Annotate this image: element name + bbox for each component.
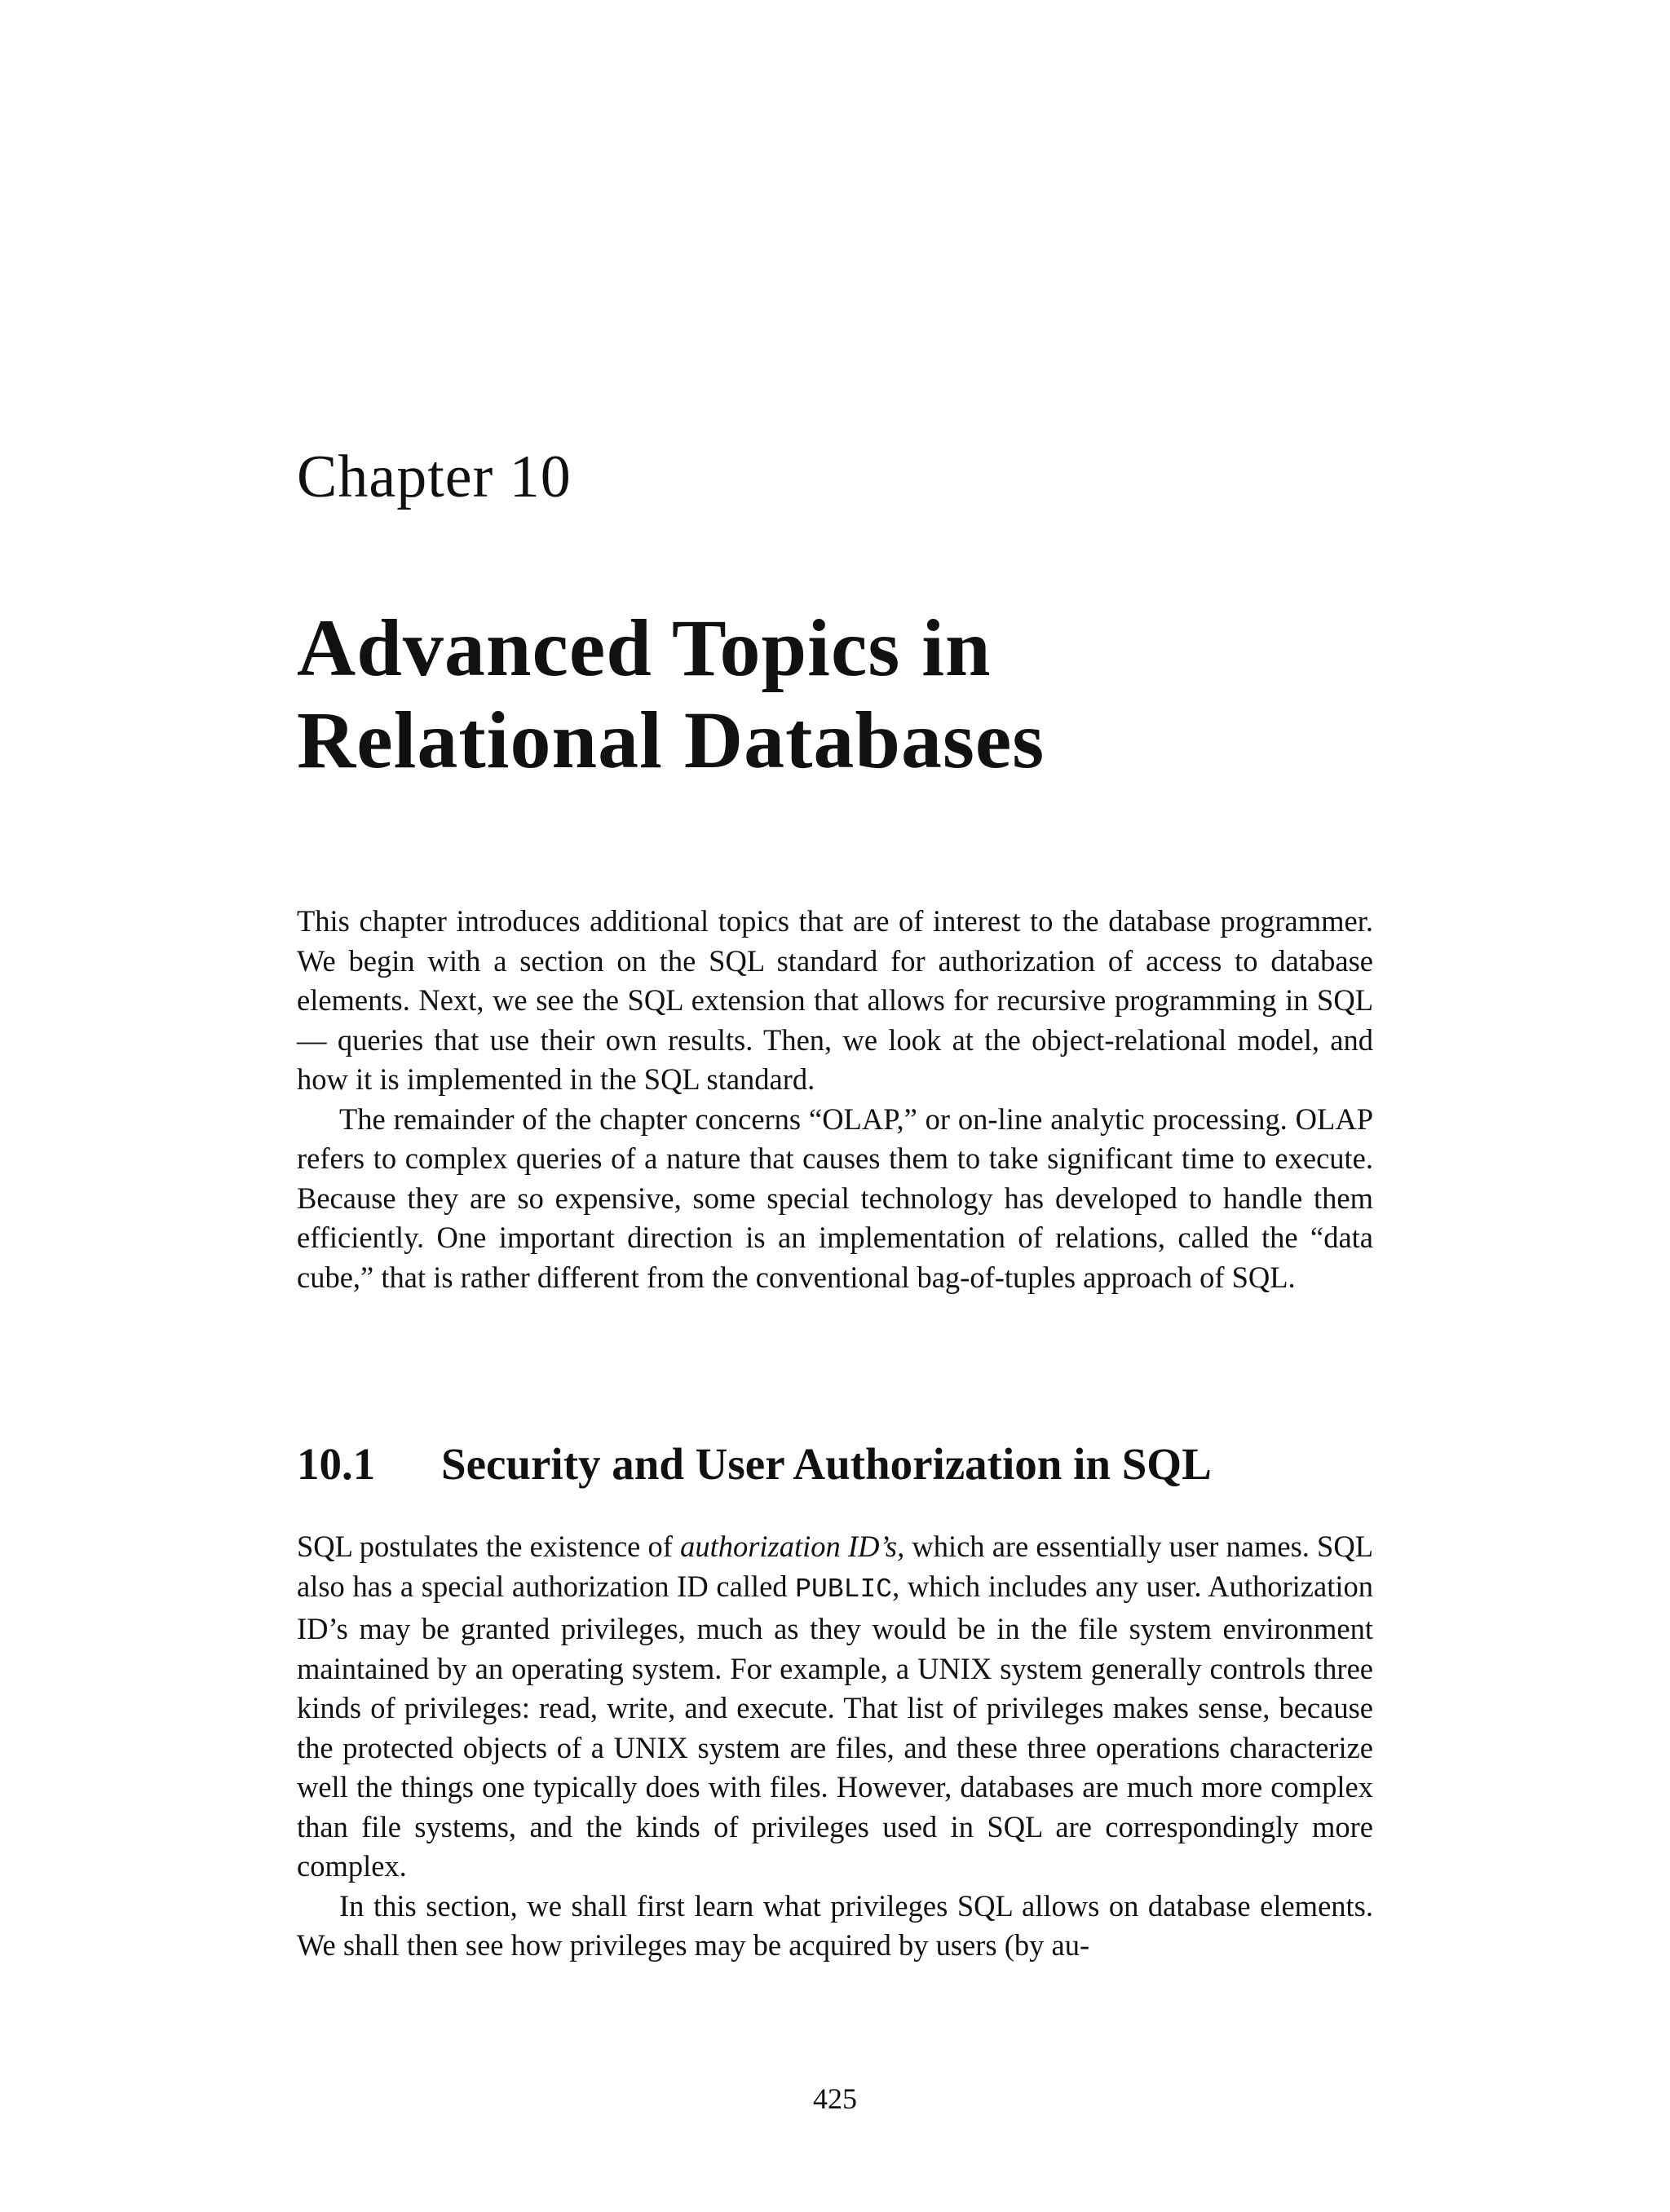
section-heading <box>297 1439 1373 1489</box>
chapter-label: Chapter 10 <box>297 444 572 510</box>
chapter-introduction <box>297 902 1373 1297</box>
authorization-ids-term: authorization ID’s, <box>680 1530 905 1563</box>
intro-paragraph-1: This chapter introduces additional topics that are of interest to the database programmer. We begin with a section on the SQL standard for authorization of access to database elements. Next, we see the SQL extension that allows for recursive programming in SQL — queries that use their own results. Then, we look at the object-relational model, and how it is implemented in the SQL standard. <box>297 904 1373 1096</box>
intro-paragraph-2: The remainder of the chapter concerns “OLAP,” or on-line analytic processing. OLAP refers to complex queries of a nature that causes them to take significant time to execute. Because they are so expensive, some special technology has developed to handle them efficiently. One important direction is an implementation of relations, called the “data cube,” that is rather different from the conventional bag-of-tuples approach of SQL. <box>297 1102 1373 1294</box>
section-title: Security and User Authorization in SQL <box>441 1439 1212 1489</box>
chapter-title <box>297 602 1438 786</box>
section-number: 10.1 <box>297 1439 376 1489</box>
section-p1-text-b: which are essentially user names. SQL also has a special authorization ID called <box>297 1530 1374 1603</box>
section-body <box>297 1527 1373 1966</box>
chapter-title-line-1: Advanced Topics in <box>297 603 992 693</box>
section-p1-text-a: SQL postulates the existence of <box>297 1530 681 1563</box>
section-paragraph-1 <box>297 1527 1373 1887</box>
chapter-title-line-2: Relational Databases <box>297 695 1045 785</box>
public-keyword: PUBLIC <box>795 1574 893 1605</box>
section-paragraph-2: In this section, we shall first learn what privileges SQL allows on database elements. We shall then see how privileges may be acquired by users (by au- <box>297 1888 1373 1962</box>
section-p1-text-c: , which includes any user. Authorization ID’s may be granted privileges, much as they would be in the file system environment maintained by an operating system. For example, a UNIX system generally controls three kinds of privileges: read, write, and execute. That list of privileges makes sense, because the protected objects of a UNIX system are files, and these three operations characterize well the things one typically does with files. However, databases are much more complex than file systems, and the kinds of privileges used in SQL are correspondingly more complex. <box>297 1569 1373 1883</box>
page-number: 425 <box>813 2082 857 2115</box>
